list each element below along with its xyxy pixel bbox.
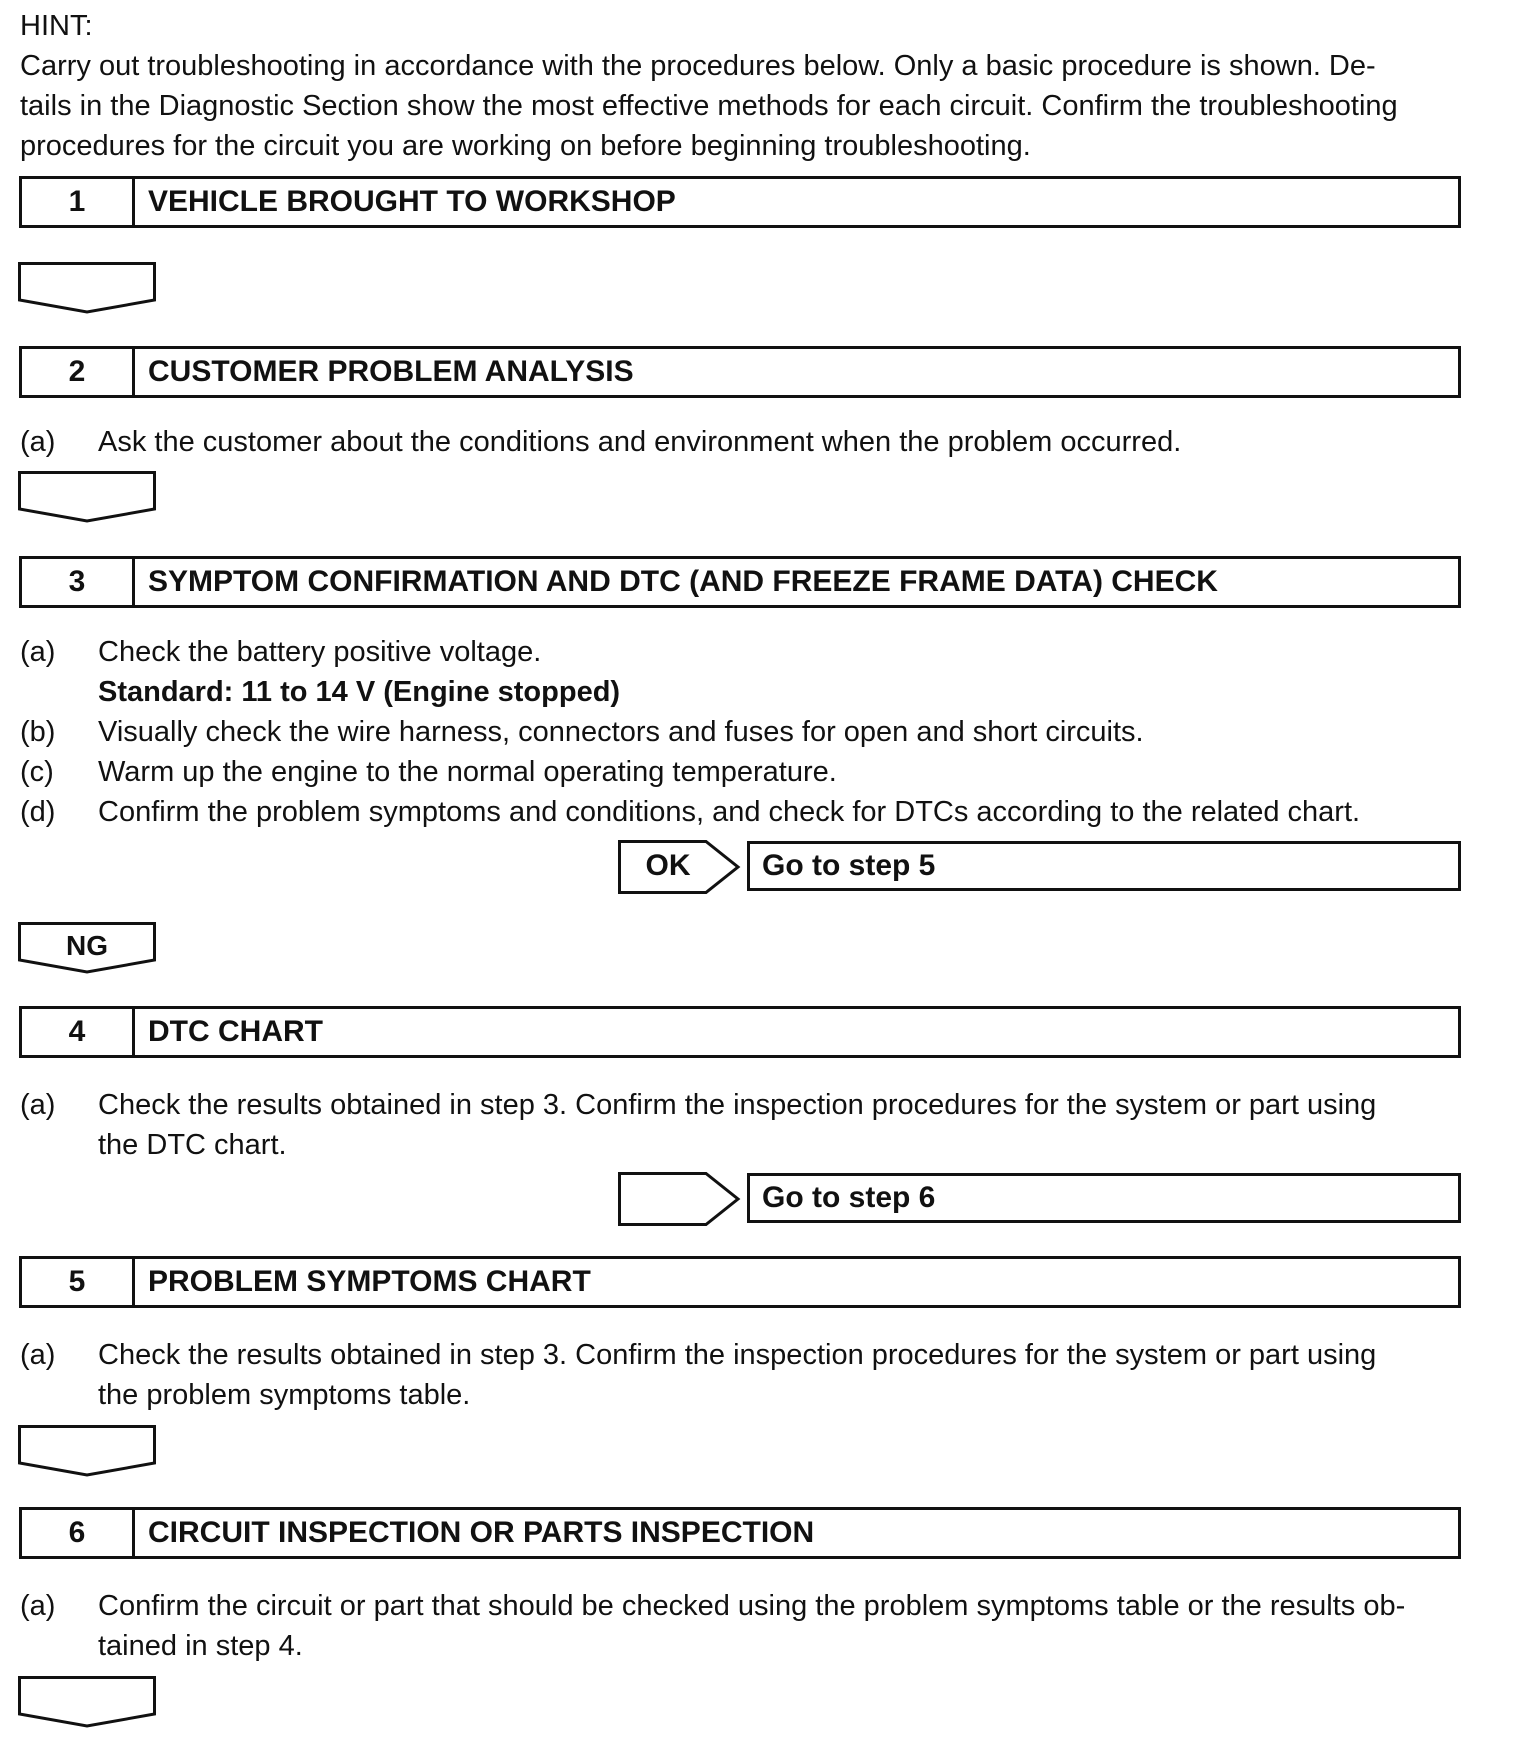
ng-label: NG [66,930,108,961]
item-text: the DTC chart. [98,1129,287,1161]
step-title: DTC CHART [148,1015,323,1048]
item-text: tained in step 4. [98,1630,303,1662]
item-marker: (a) [20,426,56,458]
step-number: 4 [22,1009,135,1055]
item-marker: (a) [20,1089,56,1121]
hint-label: HINT: [20,10,93,42]
down-arrow [18,262,156,314]
step-number: 6 [22,1510,135,1556]
step-6-header [19,1507,1461,1559]
item-text: Check the battery positive voltage. [98,636,542,668]
item-marker: (a) [20,636,56,668]
step-2-header [19,346,1461,398]
standard-value: Standard: 11 to 14 V (Engine stopped) [98,676,621,708]
ng-down-arrow [18,922,156,974]
step-title: CUSTOMER PROBLEM ANALYSIS [148,355,634,388]
go-to-step-5-box: Go to step 5 [747,841,1461,891]
item-text: the problem symptoms table. [98,1379,471,1411]
right-arrow [618,1172,742,1226]
hint-line: tails in the Diagnostic Section show the most effective methods for each circuit. Confirm the troubleshooting [20,90,1398,122]
item-text: Warm up the engine to the normal operating temperature. [98,756,837,788]
item-text: Check the results obtained in step 3. Confirm the inspection procedures for the system or part using [98,1339,1377,1371]
item-marker: (a) [20,1590,56,1622]
item-text: Confirm the problem symptoms and conditions, and check for DTCs according to the related chart. [98,796,1361,828]
ok-right-arrow [618,840,742,894]
go-to-step-6-box: Go to step 6 [747,1173,1461,1223]
ok-label: OK [645,849,691,882]
step-title: PROBLEM SYMPTOMS CHART [148,1265,591,1298]
step-number: 2 [22,349,135,395]
step-title: SYMPTOM CONFIRMATION AND DTC (AND FREEZE FRAME DATA) CHECK [148,565,1218,598]
item-marker: (d) [20,796,56,828]
step-title: VEHICLE BROUGHT TO WORKSHOP [148,185,676,218]
step-3-header [19,556,1461,608]
hint-line: procedures for the circuit you are working on before beginning troubleshooting. [20,130,1031,162]
step-number: 5 [22,1259,135,1305]
item-text: Check the results obtained in step 3. Confirm the inspection procedures for the system or part using [98,1089,1377,1121]
down-arrow [18,1425,156,1477]
step-4-header [19,1006,1461,1058]
step-number: 1 [22,179,135,225]
item-marker: (b) [20,716,56,748]
step-1-header [19,176,1461,228]
step-title: CIRCUIT INSPECTION OR PARTS INSPECTION [148,1516,815,1549]
item-text: Visually check the wire harness, connectors and fuses for open and short circuits. [98,716,1144,748]
down-arrow [18,471,156,523]
step-number: 3 [22,559,135,605]
item-text: Confirm the circuit or part that should be checked using the problem symptoms table or the results ob- [98,1590,1406,1622]
item-text: Ask the customer about the conditions and environment when the problem occurred. [98,426,1182,458]
hint-line: Carry out troubleshooting in accordance with the procedures below. Only a basic procedure is shown. De- [20,50,1376,82]
item-marker: (a) [20,1339,56,1371]
item-marker: (c) [20,756,54,788]
hint-paragraph [20,46,1460,166]
step-5-header [19,1256,1461,1308]
down-arrow [18,1676,156,1728]
